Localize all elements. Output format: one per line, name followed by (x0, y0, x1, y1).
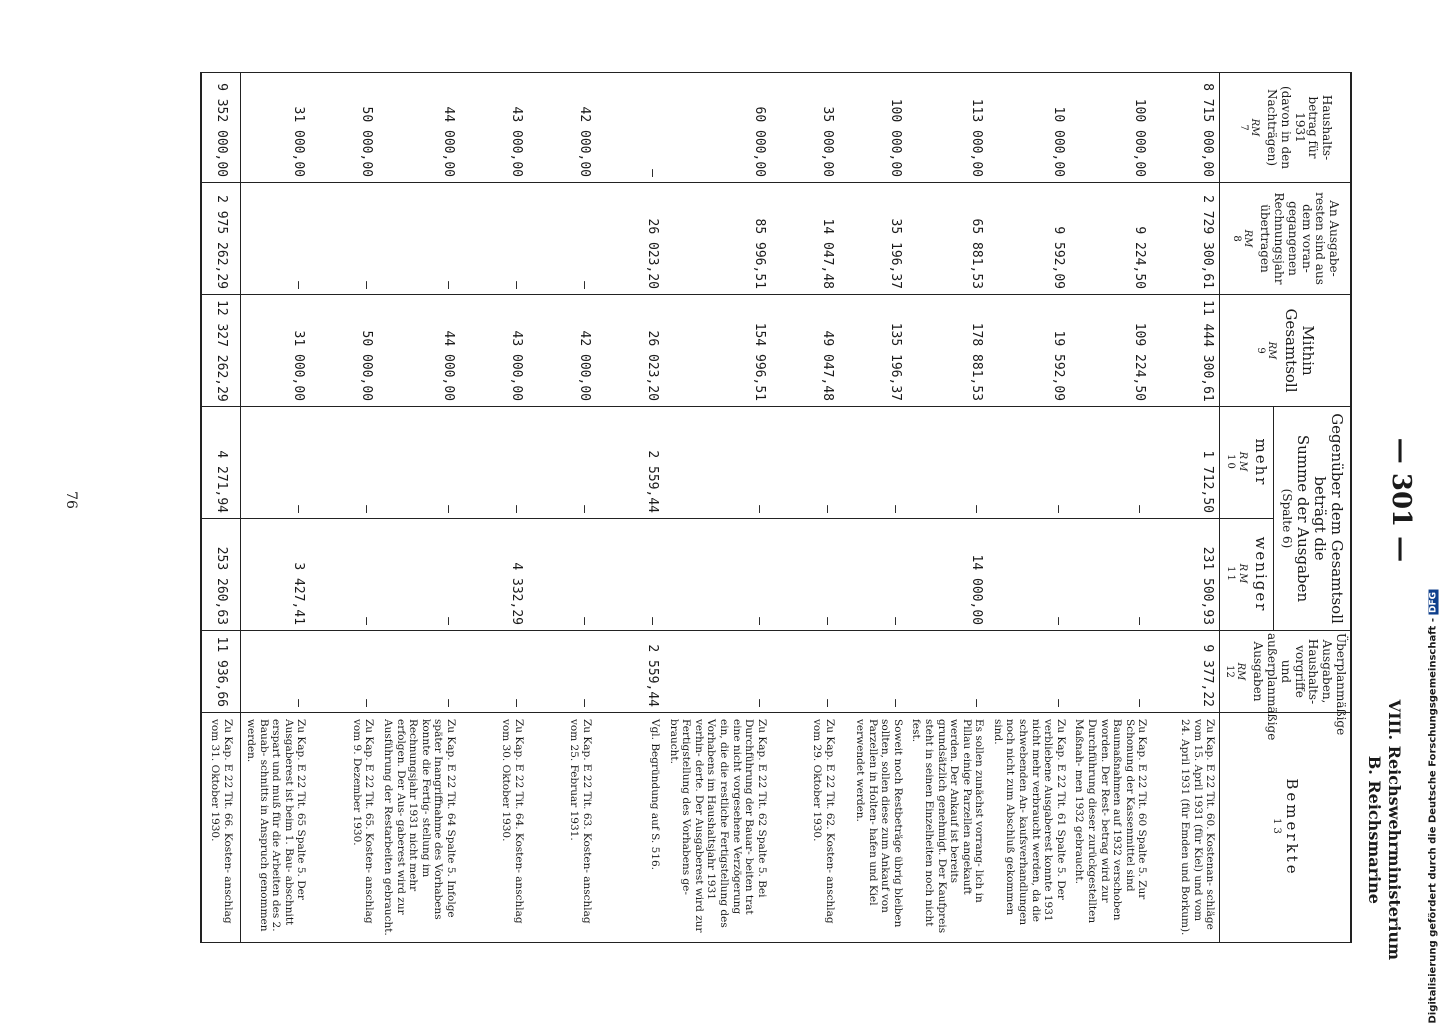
cell-c8: 9 592,09 (988, 183, 1070, 295)
ministry-line-2: B. Reichsmarine (1365, 755, 1384, 904)
header-col-13: Bemerkte 13 (1220, 713, 1351, 943)
cell-c10: — (378, 407, 460, 519)
cell-c11: 231 500,93 (1151, 519, 1220, 631)
cell-remarks: Es sollen zunächst vorrang- lich in Pillau einige Parzellen angekauft werden. Der Ankauf ist bereits grundsätzlich genehmigt. Der Kaufpreis steht in seinen Einzelheiten noch nicht fest. (907, 713, 989, 943)
cell-c8: 26 023,20 (596, 183, 664, 295)
cell-c9: 31 000,00 (241, 295, 310, 407)
table-row (664, 73, 771, 943)
cell-c9: 44 000,00 (378, 295, 460, 407)
footer-page-number: 76 (63, 491, 79, 509)
cell-remarks: Zu Kap. E 22 Tit. 61 Spalte 5. Der verbliebene Ausgaberest konnte 1931 nicht mehr verbraucht werden, da die schwebenden An- kaufsverhandlungen noch nicht zum Abschluß gekommen sind. (988, 713, 1070, 943)
table-row (528, 73, 596, 943)
table-row (596, 73, 664, 943)
cell-c8: 65 881,53 (907, 183, 989, 295)
cell-c12: 2 559,44 (596, 631, 664, 713)
header-col-7: Haushalts- betrag für 1931 (davon in den Nachträgen) RM 7 (1220, 73, 1351, 183)
cell-remarks: Zu Kap. E 22 Tit. 65. Kosten- anschlag vom 9. Dezember 1930. (310, 713, 378, 943)
cell-c8: — (241, 183, 310, 295)
cell-c9: 43 000,00 (460, 295, 528, 407)
cell-c9: 178 881,53 (907, 295, 989, 407)
cell-c9: 42 000,00 (528, 295, 596, 407)
cell-remarks: Zu Kap. E 22 Tit. 62. Kosten- anschlag vom 29. Oktober 1930. (771, 713, 839, 943)
cell-c12: — (664, 631, 771, 713)
table-row (771, 73, 839, 943)
cell-c10: — (1070, 407, 1152, 519)
cell-c8: 85 996,51 (664, 183, 771, 295)
table-body (201, 73, 1219, 943)
cell-c8: 35 196,37 (839, 183, 907, 295)
cell-remarks: Zu Kap. E 22 Tit. 63. Kosten- anschlag vom 25. Februar 1931. (528, 713, 596, 943)
cell-c10: — (460, 407, 528, 519)
cell-c12: — (378, 631, 460, 713)
cell-c10: — (988, 407, 1070, 519)
cell-c7: 43 000,00 (460, 73, 528, 183)
cell-remarks: Zu Kap. E 22 Tit. 60 Spalte 5. Zur Schonung der Kassenmittel sind Baumaßnahmen auf 1932 verschoben worden. Der Rest- betrag wird zur Durchführung dieser zurückgestellten Maßnah- men 1932 gebraucht. (1070, 713, 1152, 943)
cell-c7: 42 000,00 (528, 73, 596, 183)
table-row (839, 73, 907, 943)
cell-c12: — (241, 631, 310, 713)
cell-c12: 11 936,66 (201, 631, 241, 713)
cell-c11: — (528, 519, 596, 631)
cell-c11: 14 000,00 (907, 519, 989, 631)
cell-c7: 100 000,00 (1070, 73, 1152, 183)
table-row (241, 73, 310, 943)
ministry-line-1: VIII. Reichswehrministerium (1385, 699, 1404, 960)
cell-c9: 19 592,09 (988, 295, 1070, 407)
cell-c7: 100 000,00 (839, 73, 907, 183)
cell-c11: — (310, 519, 378, 631)
table-row (310, 73, 378, 943)
cell-c8: — (460, 183, 528, 295)
cell-c7: 31 000,00 (241, 73, 310, 183)
cell-c9: 50 000,00 (310, 295, 378, 407)
header-col-8: An Ausgabe- resten sind aus dem voran- gegangenen Rechnungsjahr übertragen RM 8 (1220, 183, 1351, 295)
cell-remarks: Zu Kap. E 22 Tit. 66. Kosten- anschlag vom 31. Oktober 1930. (201, 713, 241, 943)
digitization-credit: Digitalisierung gefördert durch die Deutsche Forschungsgemeinschaft -DFG (1428, 592, 1439, 1024)
cell-c11: — (771, 519, 839, 631)
cell-c12: 9 377,22 (1151, 631, 1220, 713)
cell-c12: — (460, 631, 528, 713)
cell-c11: — (1070, 519, 1152, 631)
cell-remarks: Zu Kap. E 22 Tit. 62 Spalte 5. Bei Durchführung der Bauar- beiten trat eine nicht vorgesehene Verzögerung ein, die die restliche Fertigstellung des Vorhabens im Haushaltsjahr 1931 verhin- derte. Der Ausgaberest wird zur Fertigstellung des Vorhabens ge- braucht. (664, 713, 771, 943)
cell-c7: 35 000,00 (771, 73, 839, 183)
header-col-11: weniger RM 11 (1220, 519, 1274, 631)
cell-c7: 60 000,00 (664, 73, 771, 183)
cell-c11: — (378, 519, 460, 631)
cell-c11: 253 260,63 (201, 519, 241, 631)
header-col-12: Überplanmäßige Ausgaben, Haushalts- vorgriffe und außerplanmäßige Ausgaben RM 12 (1220, 631, 1351, 713)
table-row (988, 73, 1070, 943)
cell-c8: 14 047,48 (771, 183, 839, 295)
cell-c9: 109 224,50 (1070, 295, 1152, 407)
cell-c11: 4 332,29 (460, 519, 528, 631)
cell-c12: — (988, 631, 1070, 713)
cell-c10: 1 712,50 (1151, 407, 1220, 519)
table-row (907, 73, 989, 943)
cell-c7: 8 715 000,00 (1151, 73, 1220, 183)
cell-c11: — (988, 519, 1070, 631)
table-row (1070, 73, 1152, 943)
cell-remarks: Zu Kap. E 22 Tit. 64 Spalte 5. Infolge später Inangriffnahme des Vorhabens konnte die Fertig- stellung im Rechnungsjahr 1931 nicht mehr erfolgen. Der Aus- gaberest wird zur Ausführung der Restarbeiten gebraucht. (378, 713, 460, 943)
cell-c12: — (771, 631, 839, 713)
cell-c8: — (310, 183, 378, 295)
cell-c12: — (1070, 631, 1152, 713)
cell-c10: 2 559,44 (596, 407, 664, 519)
cell-c7: 50 000,00 (310, 73, 378, 183)
cell-c11: — (596, 519, 664, 631)
cell-c10: — (664, 407, 771, 519)
cell-c12: — (839, 631, 907, 713)
cell-c9: 49 047,48 (771, 295, 839, 407)
cell-c10: — (241, 407, 310, 519)
cell-c7: 10 000,00 (988, 73, 1070, 183)
cell-c12: — (310, 631, 378, 713)
header-col-9: Mithin Gesamtsoll RM 9 (1220, 295, 1351, 407)
cell-remarks: Zu Kap. E 22 Tit. 64. Kosten- anschlag vom 30. Oktober 1930. (460, 713, 528, 943)
cell-c9: 154 996,51 (664, 295, 771, 407)
table-row (1151, 73, 1220, 943)
cell-c10: — (310, 407, 378, 519)
cell-c10: — (528, 407, 596, 519)
cell-c10: 4 271,94 (201, 407, 241, 519)
cell-c9: 135 196,37 (839, 295, 907, 407)
cell-c9: 11 444 300,61 (1151, 295, 1220, 407)
cell-c7: 44 000,00 (378, 73, 460, 183)
cell-remarks: Zu Kap. E 22 Tit. 65 Spalte 5. Der Ausgaberest ist beim 1. Bau- abschnitt erspart und muß für die Arbeiten des 2. Bauab- schnitts in Anspruch genommen werden. (241, 713, 310, 943)
cell-c8: 2 729 300,61 (1151, 183, 1220, 295)
cell-c10: — (839, 407, 907, 519)
cell-c10: — (907, 407, 989, 519)
header-group-comparison: Gegenüber dem Gesamtsoll beträgt die Summe der Ausgaben (Spalte 6) (1274, 407, 1351, 631)
cell-remarks: Soweit noch Restbeträge übrig bleiben sollten, sollen diese zum Ankauf von Parzellen in Holten- hafen und Kiel verwendet werden. (839, 713, 907, 943)
cell-c11: — (664, 519, 771, 631)
cell-remarks: Zu Kap. E 22 Tit. 60. Kostenan- schläge vom 15. April 1931 (für Kiel) und vom 24. April 1931 (für Emden und Borkum). (1151, 713, 1220, 943)
cell-c8: 2 975 262,29 (201, 183, 241, 295)
page-number: — 301 — (1386, 437, 1416, 563)
total-row (201, 73, 241, 943)
cell-c11: — (839, 519, 907, 631)
cell-c7: 113 000,00 (907, 73, 989, 183)
cell-c7: 9 352 000,00 (201, 73, 241, 183)
cell-c12: — (907, 631, 989, 713)
cell-c10: — (771, 407, 839, 519)
cell-c12: — (528, 631, 596, 713)
header-col-10: mehr RM 10 (1220, 407, 1274, 519)
table-row (378, 73, 460, 943)
cell-c9: 12 327 262,29 (201, 295, 241, 407)
cell-c8: — (528, 183, 596, 295)
table-row (460, 73, 528, 943)
cell-c7: — (596, 73, 664, 183)
cell-remarks: Vgl. Begründung auf S. 516. (596, 713, 664, 943)
budget-table (200, 72, 1352, 943)
cell-c8: — (378, 183, 460, 295)
dfg-logo: DFG (1429, 592, 1439, 614)
cell-c11: 3 427,41 (241, 519, 310, 631)
cell-c9: 26 023,20 (596, 295, 664, 407)
ministry-heading (1364, 700, 1404, 960)
cell-c8: 9 224,50 (1070, 183, 1152, 295)
